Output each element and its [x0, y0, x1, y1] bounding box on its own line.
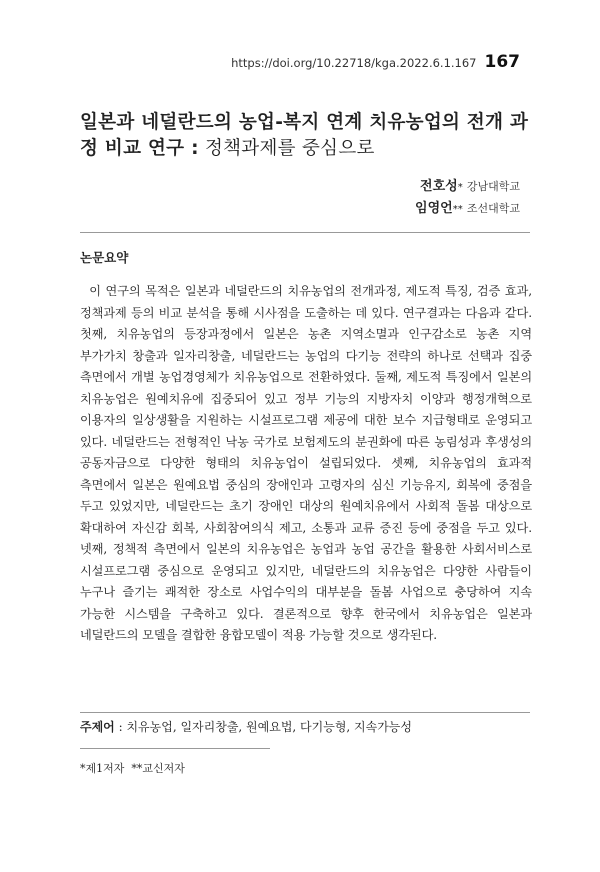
keywords-line [80, 718, 412, 735]
author-affiliation: 조선대학교 [466, 202, 520, 215]
footnote-divider [80, 748, 270, 749]
footnote: *제1저자 **교신저자 [80, 762, 185, 775]
page-number: 167 [484, 52, 520, 72]
keywords-divider [80, 712, 530, 713]
abstract-text: 이 연구의 목적은 일본과 네덜란드의 치유농업의 전개과정, 제도적 특징, 검증 효과, 정책과제 등의 비교 분석을 통해 시사점을 도출하는 데 있다. 연구결과는 다음과 같다. 첫째, 치유농업의 등장과정에서 일본은 농촌 지역소멸과 인구감소로 농촌 지역 부가가치 창출과 일자리창출, 네덜란드는 농업의 다기능 전략의 하나로 선택과 집중 측면에서 개별 농업경영체가 치유농업으로 전환하였다. 둘째, 제도적 특징에서 일본의 치유농업은 원예치유에 집중되어 있고 정부 기능의 지방자치 이양과 행정개혁으로 이용자의 일상생활을 지원하는 시설프로그램 제공에 대한 보수 지급형태로 운영되고 있다. 네덜란드는 전형적인 낙농 국가로 보험제도의 분권화에 따른 농림성과 후생성의 공동자금으로 다양한 형태의 치유농업이 설립되었다. 셋째, 치유농업의 효과적 측면에서 일본은 원예요법 중심의 장애인과 고령자의 심신 기능유지, 회복에 중점을 두고 있었지만, 네덜란드는 초기 장애인 대상의 원예치유에서 사회적 돌봄 대상으로 확대하여 자신감 회복, 사회참여의식 제고, 소통과 교류 증진 등에 중점을 두고 있다. 넷째, 정책적 측면에서 일본의 치유농업은 농업과 농업 공간을 활용한 사회서비스로 시설프로그램 중심으로 운영되고 있지만, 네덜란드의 치유농업은 다양한 사람들이 누구나 즐기는 쾌적한 장소로 사업수익의 대부분을 돌봄 사업으로 충당하여 지속 가능한 시스템을 구축하고 있다. 결론적으로 향후 한국에서 치유농업은 일본과 네덜란드의 모델을 결합한 융합모델이 적용 가능할 것으로 생각된다. [80, 284, 532, 642]
author-list [415, 176, 520, 220]
author-mark: * [457, 182, 463, 193]
keywords-text: 치유농업, 일자리창출, 원예요법, 다기능형, 지속가능성 [126, 720, 412, 734]
author-1 [415, 176, 520, 198]
paper-title [80, 110, 530, 162]
page-header [231, 52, 520, 72]
author-name: 전호성 [420, 179, 458, 194]
abstract-body [80, 281, 532, 647]
title-subtitle: 정책과제를 중심으로 [204, 138, 375, 159]
keywords-label: 주제어 [80, 720, 115, 734]
author-name: 임영언 [415, 201, 453, 216]
author-2 [415, 198, 520, 220]
doi-link[interactable]: https://doi.org/10.22718/kga.2022.6.1.167 [231, 56, 477, 70]
abstract-heading: 논문요약 [80, 250, 129, 265]
keywords-separator: : [114, 720, 127, 734]
title-main: 일본과 네덜란드의 농업-복지 연계 치유농업의 전개 과정 비교 연구 : [80, 112, 529, 159]
author-mark: ** [452, 204, 463, 215]
author-affiliation: 강남대학교 [466, 180, 520, 193]
section-divider [80, 232, 530, 233]
